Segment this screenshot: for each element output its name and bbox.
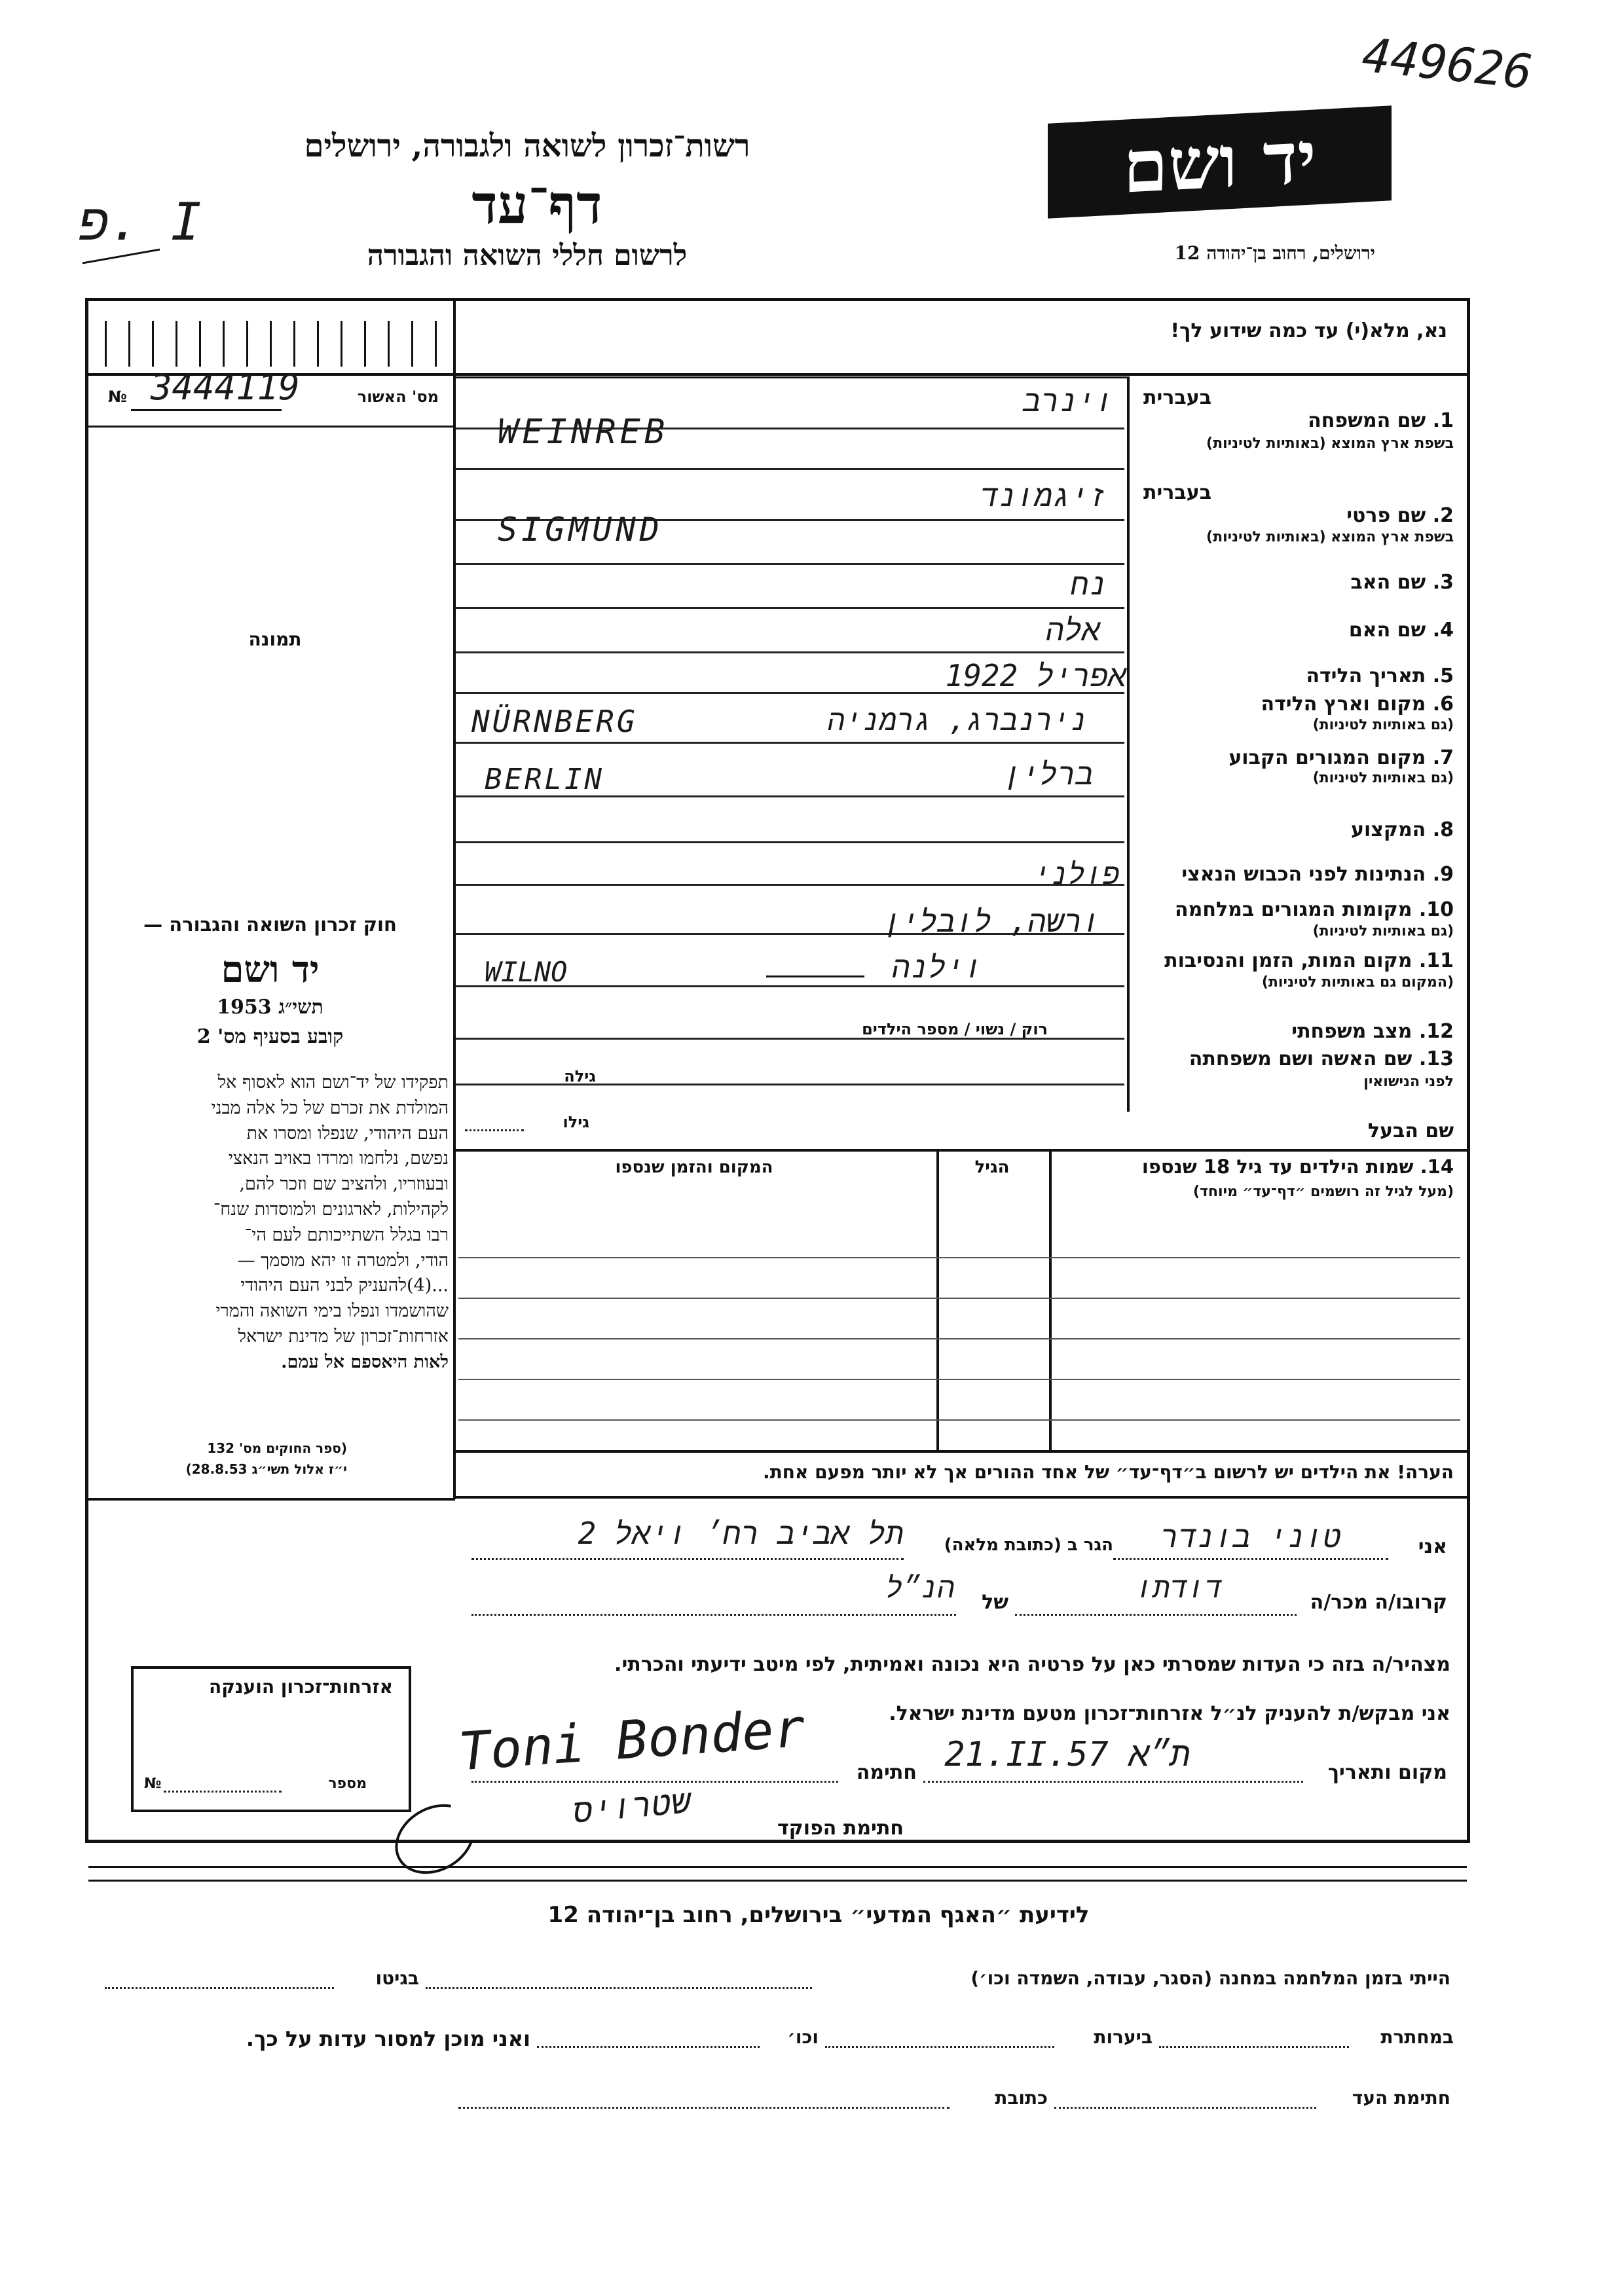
husband-age-label: גילו bbox=[563, 1113, 589, 1131]
f1-hebrew-value[interactable]: וינרב bbox=[1022, 383, 1113, 418]
relation-label: קרובו/ה מכר/ה bbox=[1310, 1591, 1447, 1614]
record-number-ticks bbox=[105, 321, 439, 367]
field-2-label: 2. שם פרטי bbox=[1346, 504, 1454, 527]
f2-hebrew-value[interactable]: זיגמונד bbox=[980, 478, 1107, 513]
instruction: נא, מלא(י) עד כמה שידוע לך! bbox=[1170, 319, 1447, 342]
of-value[interactable]: הנ״ל bbox=[885, 1571, 955, 1605]
field-10-label: 10. מקומות המגורים במלחמה bbox=[1175, 898, 1454, 921]
f10-value[interactable]: ורשה, לובלין bbox=[883, 903, 1100, 939]
form-title: דף־עד bbox=[471, 173, 602, 236]
record-number-underline bbox=[131, 409, 282, 411]
field-11-label: 11. מקום המות, הזמן והנסיבות bbox=[1164, 949, 1454, 972]
authority-line: רשות־זכרון לשואה ולגבורה, ירושלים bbox=[304, 128, 750, 164]
bottom-line2-b: ביערות bbox=[1094, 2026, 1153, 2048]
field-1-label: 1. שם המשפחה bbox=[1308, 409, 1454, 432]
hebrew-tag-1: בעברית bbox=[1143, 386, 1211, 409]
bottom-line2-field3[interactable] bbox=[537, 2046, 760, 2048]
law-footnote-2: י״ז אלול תשי״ג 28.8.53) bbox=[185, 1461, 347, 1477]
field-5-label: 5. תאריך הלידה bbox=[1306, 665, 1454, 687]
law-footnote-1: (ספר החוקים מס' 132 bbox=[207, 1440, 347, 1456]
citizenship-number-prefix: № bbox=[144, 1776, 162, 1792]
law-line: העם היהודי, שנפלו ומסרו את bbox=[246, 1123, 449, 1144]
f6-latin-value[interactable]: NÜRNBERG bbox=[471, 704, 638, 739]
record-number-value[interactable]: 3444119 bbox=[151, 367, 300, 408]
wife-age-field[interactable] bbox=[465, 1084, 530, 1085]
bottom-divider bbox=[88, 1866, 1467, 1882]
f1-latin-value[interactable]: WEINREB bbox=[498, 412, 669, 452]
request-text: אני מבקש/ת להעניק לנ״ל אזרחות־זכרון מטעם מדינת ישראל. bbox=[889, 1702, 1450, 1725]
field-8-label: 8. המקצוע bbox=[1351, 818, 1454, 841]
law-box-name: יד ושם bbox=[221, 948, 320, 991]
field-1-sub: בשפת ארץ המוצא (באותיות לטיניות) bbox=[1206, 435, 1454, 452]
f11-strike bbox=[766, 975, 864, 977]
hebrew-tag-2: בעברית bbox=[1143, 481, 1211, 504]
bottom-line1-b: בגיטו bbox=[375, 1967, 419, 1989]
field-7-sub: (גם באותיות לטיניות) bbox=[1312, 770, 1454, 786]
note-text: הערה! את הילדים יש לרשום ב״דף־עד״ של אחד ההורים אך לא יותר מפעם אחת. bbox=[762, 1461, 1454, 1483]
archive-number: 449626 bbox=[1359, 27, 1535, 100]
citizenship-number-label: מספר bbox=[328, 1776, 367, 1792]
note-top-line bbox=[453, 1450, 1468, 1453]
law-line: תפקידו של יד־ושם הוא לאסוף אל bbox=[217, 1072, 449, 1093]
of-label: של bbox=[982, 1591, 1008, 1614]
officer-signature[interactable]: שטרויס bbox=[571, 1782, 693, 1831]
record-number-label: מס' האשור bbox=[357, 388, 439, 406]
field-13-sub: לפני הנישואין bbox=[1363, 1074, 1454, 1090]
law-box-section: קובע בסעיף מס' 2 bbox=[196, 1025, 344, 1048]
field-2-sub: בשפת ארץ המוצא (באותיות לטיניות) bbox=[1206, 529, 1454, 545]
field-11-sub: (המקום גם באותיות לטיניות) bbox=[1261, 974, 1454, 991]
law-line: ובעוזריו, ולהציב שם וזכר להם, bbox=[239, 1174, 449, 1195]
law-box-title: חוק זכרון השואה והגבורה — bbox=[143, 913, 397, 936]
address-line: ירושלים, רחוב בן־יהודה 12 bbox=[1174, 242, 1375, 264]
law-line: אזרחות־זכרון של מדינת ישראל bbox=[238, 1326, 449, 1347]
bottom-line1-field2[interactable] bbox=[105, 1987, 334, 1989]
field-13-label: 13. שם האשה ושם משפחתה bbox=[1189, 1048, 1454, 1070]
f2-latin-value[interactable]: SIGMUND bbox=[498, 511, 663, 549]
gar-label: הגר ב (כתובת מלאה) bbox=[944, 1535, 1113, 1555]
citizenship-number-field[interactable] bbox=[164, 1791, 282, 1793]
address-line bbox=[471, 1558, 904, 1560]
signature-label: חתימה bbox=[856, 1761, 917, 1784]
children-place-col: המקום והזמן שנספו bbox=[615, 1157, 773, 1177]
children-count-field[interactable] bbox=[668, 1038, 753, 1040]
bottom-line3-field2[interactable] bbox=[458, 2107, 950, 2109]
signature-value[interactable]: Toni Bonder bbox=[456, 1697, 807, 1783]
f5-value[interactable]: אפריל 1922 bbox=[945, 658, 1126, 693]
f4-value[interactable]: אלה bbox=[1046, 612, 1100, 647]
law-box bbox=[92, 913, 449, 1057]
husband-label: שם הבעל bbox=[1367, 1120, 1454, 1142]
of-line bbox=[471, 1614, 956, 1616]
f11-latin-value[interactable]: WILNO bbox=[485, 956, 568, 988]
f11-hebrew-value[interactable]: וילנה bbox=[891, 949, 982, 985]
law-box-year: תשי״ג 1953 bbox=[217, 996, 323, 1019]
declarant-name-line bbox=[1113, 1558, 1388, 1560]
bottom-line3-a: חתימת העד bbox=[1352, 2087, 1450, 2109]
children-rows[interactable] bbox=[458, 1218, 1460, 1440]
field-10-sub: (גם באותיות לטיניות) bbox=[1312, 923, 1454, 939]
bottom-line2-c: וכו׳ bbox=[787, 2026, 819, 2048]
citizenship-title: אזרחות־זכרון הוענקה bbox=[209, 1676, 393, 1698]
form-subtitle: לרשום חללי השואה והגבורה bbox=[367, 239, 688, 272]
bottom-line2-a: במחתרת bbox=[1380, 2026, 1454, 2048]
husband-age-field[interactable] bbox=[465, 1129, 524, 1131]
law-line: ...(4)להעניק לבני העם היהודי bbox=[240, 1275, 449, 1296]
f7-latin-value[interactable]: BERLIN bbox=[485, 763, 604, 796]
officer-label: חתימת הפוקד bbox=[777, 1817, 904, 1840]
f9-value[interactable]: פולני bbox=[1033, 858, 1120, 891]
f7-hebrew-value[interactable]: ברלין bbox=[1003, 756, 1094, 792]
bottom-line3-b: כתובת bbox=[995, 2087, 1048, 2109]
declaration-text: מצהיר/ה בזה כי העדות שמסרתי כאן על פרטיה היא נכונה ואמיתית, לפי מיטב ידיעתי והכרתי. bbox=[614, 1653, 1450, 1676]
photo-area[interactable] bbox=[92, 429, 452, 881]
ani-label: אני bbox=[1418, 1535, 1447, 1558]
declarant-name[interactable]: טוני בונדר bbox=[1160, 1519, 1342, 1554]
children-age-col: הגיל bbox=[974, 1157, 1010, 1177]
bottom-line3-field1[interactable] bbox=[1054, 2107, 1316, 2109]
children-sub: (מעל לגיל זה רושמים ״דף־עד״ מיוחד) bbox=[1192, 1184, 1454, 1200]
field-7-label: 7. מקום המגורים הקבוע bbox=[1228, 746, 1454, 769]
note-bottom-line bbox=[453, 1496, 1468, 1499]
field-6-sub: (גם באותיות לטיניות) bbox=[1312, 717, 1454, 733]
f6-hebrew-value[interactable]: נירנברג, גרמניה bbox=[827, 704, 1087, 737]
wife-age-label: גילה bbox=[564, 1067, 596, 1085]
field-3-label: 3. שם האב bbox=[1350, 571, 1454, 594]
relation-value[interactable]: דודתו bbox=[1135, 1571, 1223, 1605]
field-12-label: 12. מצב משפחתי bbox=[1291, 1020, 1454, 1043]
bottom-line2-field1[interactable] bbox=[1159, 2046, 1349, 2048]
law-line: נפשם, נלחמו ומרדו באויב הנאצי bbox=[228, 1148, 449, 1169]
law-box-bottom bbox=[88, 1498, 455, 1501]
field-4-label: 4. שם האם bbox=[1348, 619, 1454, 642]
law-line: שהושמדו ונפלו בימי השואה והמרי bbox=[215, 1301, 449, 1322]
declarant-address[interactable]: תל אביב רח׳ ויאל 2 bbox=[578, 1516, 904, 1551]
corner-mark: פ. I bbox=[79, 193, 202, 252]
law-line: רבו בגלל השתייכותם לעם הי־ bbox=[244, 1224, 449, 1245]
children-label: 14. שמות הילדים עד גיל 18 שנספו bbox=[1141, 1156, 1454, 1178]
field-6-label: 6. מקום וארץ הלידה bbox=[1261, 693, 1454, 716]
relation-line bbox=[1015, 1614, 1297, 1616]
bottom-line2-field2[interactable] bbox=[825, 2046, 1054, 2048]
yad-vashem-logo: יד ושם bbox=[1048, 105, 1392, 219]
children-top-line bbox=[453, 1149, 1468, 1152]
record-box-divider bbox=[88, 426, 453, 428]
bottom-line1-field[interactable] bbox=[426, 1987, 812, 1989]
place-date-value[interactable]: 21.II.57 ת״א bbox=[944, 1735, 1190, 1774]
f3-value[interactable]: נח bbox=[1070, 566, 1107, 602]
law-line: לקהילות, לארגונים ולמוסדות שנח־ bbox=[213, 1199, 449, 1220]
signature-line bbox=[471, 1781, 838, 1783]
place-date-line bbox=[923, 1781, 1303, 1783]
bottom-line1-a: הייתי בזמן המלחמה במחנה (הסגר, עבודה, השמדה וכו׳) bbox=[970, 1967, 1450, 1989]
photo-label: תמונה bbox=[248, 629, 302, 650]
law-line: לאות היאספם אל עמם. bbox=[281, 1351, 449, 1372]
law-line: הודי, ולמטרה זו יהא מוסמך — bbox=[237, 1250, 449, 1271]
bottom-title: לידיעת ״האגף המדעי״ בירושלים, רחוב בן־יהודה 12 bbox=[547, 1902, 1090, 1928]
field-9-label: 9. הנתינות לפני הכבוש הנאצי bbox=[1181, 863, 1454, 886]
law-box-text bbox=[92, 1070, 449, 1376]
bottom-line2-d: ואני מוכן למסור עדות על כך. bbox=[246, 2026, 530, 2051]
record-number-prefix: № bbox=[108, 388, 127, 406]
place-date-label: מקום ותאריך bbox=[1327, 1761, 1447, 1784]
field-12-options: רוק / נשוי / מספר הילדים bbox=[862, 1020, 1048, 1038]
law-line: המולדת את זכרם של כל אלה מבני bbox=[211, 1097, 449, 1118]
